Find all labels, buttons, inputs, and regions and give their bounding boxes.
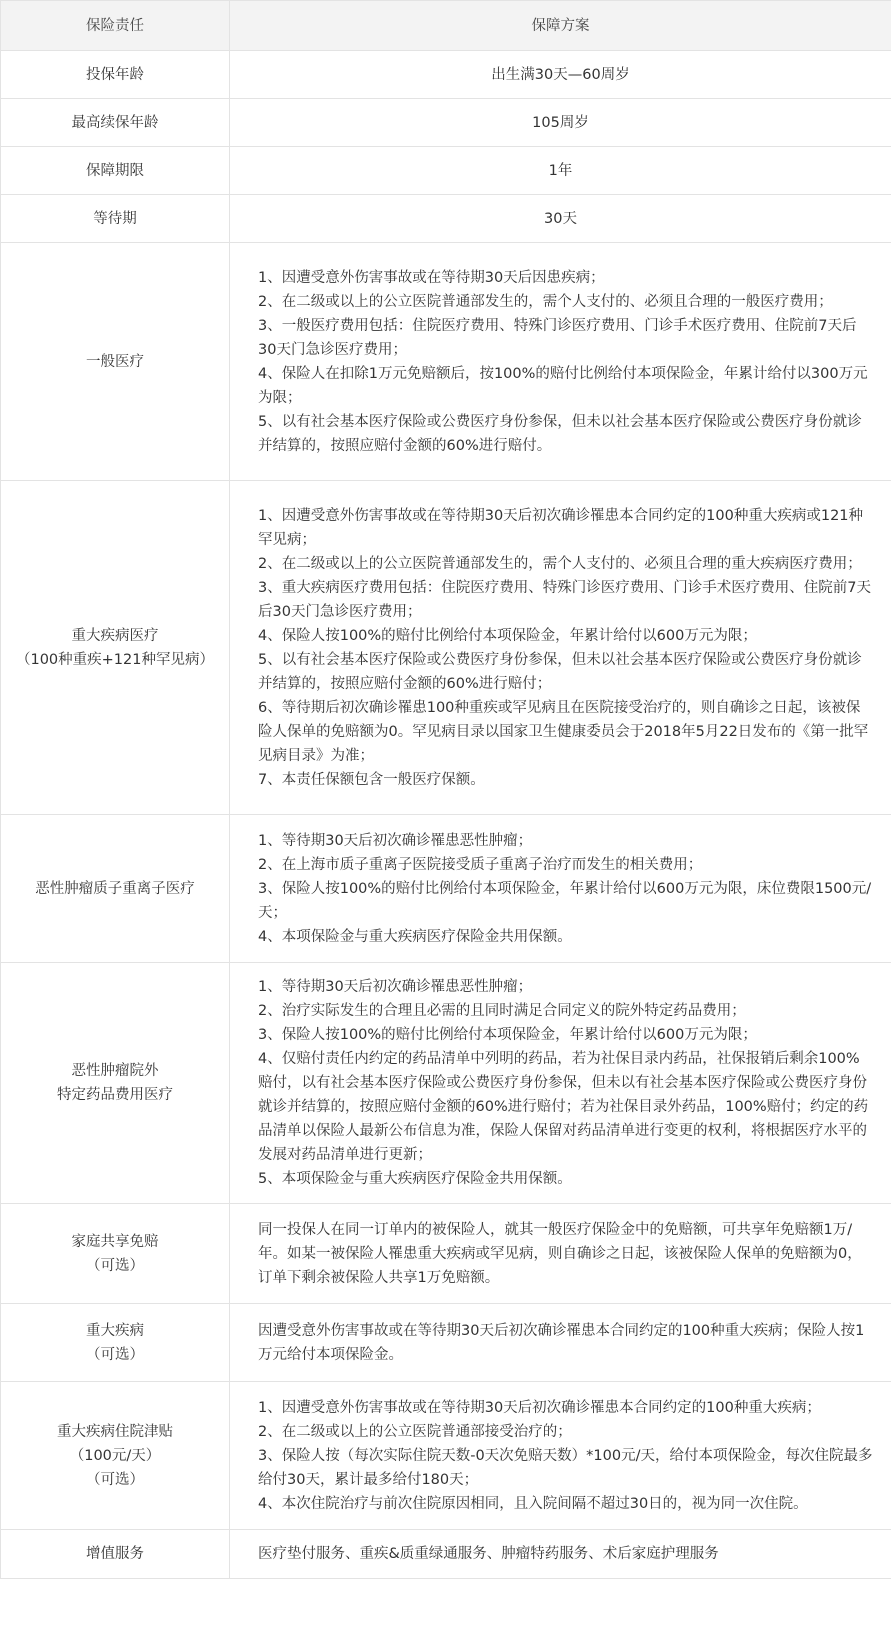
plan-detail-line: 4、本项保险金与重大疾病医疗保险金共用保额。	[258, 928, 572, 945]
plan-detail-line: 3、保险人按（每次实际住院天数-0天次免赔天数）*100元/天，给付本项保险金，每次住院最多给付30天，累计最多给付180天；	[258, 1447, 873, 1488]
coverage-label-line: 一般医疗	[86, 353, 144, 370]
plan-detail-line: 4、本次住院治疗与前次住院原因相同，且入院间隔不超过30日的，视为同一次住院。	[258, 1495, 808, 1512]
coverage-label-line: 重大疾病医疗	[71, 627, 159, 644]
plan-detail-line: 2、在二级或以上的公立医院普通部发生的，需个人支付的、必须且合理的重大疾病医疗费用；	[258, 555, 862, 572]
coverage-label	[1, 1204, 230, 1304]
plan-detail	[230, 147, 891, 195]
coverage-label-line: （可选）	[86, 1346, 144, 1363]
coverage-label	[1, 1382, 230, 1530]
coverage-label-line: 重大疾病住院津贴	[57, 1423, 173, 1440]
plan-detail-line: 1、因遭受意外伤害事故或在等待期30天后初次确诊罹患本合同约定的100种重大疾病；	[258, 1399, 821, 1416]
header-row	[1, 1, 891, 51]
coverage-label-line: 恶性肿瘤院外	[71, 1063, 159, 1079]
coverage-label	[1, 243, 230, 481]
coverage-label	[1, 147, 230, 195]
plan-detail	[230, 1530, 891, 1579]
coverage-label-line: 等待期	[93, 210, 137, 227]
coverage-label-line: 家庭共享免赔	[71, 1233, 159, 1250]
plan-detail-line: 5、以有社会基本医疗保险或公费医疗身份参保，但未以社会基本医疗保险或公费医疗身份就诊并结算的，按照应赔付金额的60%进行赔付。	[258, 413, 862, 454]
plan-detail-line: 2、在二级或以上的公立医院普通部发生的，需个人支付的、必须且合理的一般医疗费用；	[258, 293, 833, 310]
table-row	[1, 815, 891, 963]
coverage-label-line: 保障期限	[86, 162, 144, 179]
coverage-label-line: 投保年龄	[86, 66, 144, 83]
table-row	[1, 963, 891, 1204]
plan-detail	[230, 1204, 891, 1304]
table-row	[1, 51, 891, 99]
coverage-label-line: （100种重疾+121种罕见病）	[15, 651, 214, 668]
table-row	[1, 481, 891, 815]
table-row	[1, 147, 891, 195]
plan-detail-line: 2、治疗实际发生的合理且必需的且同时满足合同定义的院外特定药品费用；	[258, 1003, 746, 1019]
coverage-label-line: 最高续保年龄	[71, 114, 159, 131]
coverage-label-line: 恶性肿瘤质子重离子医疗	[35, 880, 195, 897]
coverage-label	[1, 51, 230, 99]
header-plan: 保障方案	[230, 1, 891, 51]
plan-detail	[230, 51, 891, 99]
plan-detail-line: 2、在二级或以上的公立医院普通部接受治疗的；	[258, 1423, 572, 1440]
plan-detail-line: 4、保险人在扣除1万元免赔额后，按100%的赔付比例给付本项保险金，年累计给付以300万元为限；	[258, 365, 868, 406]
coverage-label-line: （可选）	[86, 1471, 144, 1488]
table-row	[1, 99, 891, 147]
plan-detail-line: 3、重大疾病医疗费用包括：住院医疗费用、特殊门诊医疗费用、门诊手术医疗费用、住院前7天后30天门急诊医疗费用；	[258, 579, 871, 620]
plan-detail-line: 6、等待期后初次确诊罹患100种重疾或罕见病且在医院接受治疗的，则自确诊之日起，该被保险人保单的免赔额为0。罕见病目录以国家卫生健康委员会于2018年5月22日发布的《第一批罕见病目录》为准；	[258, 699, 869, 764]
plan-detail-line: 4、仅赔付责任内约定的药品清单中列明的药品，若为社保目录内药品，社保报销后剩余100%赔付，以有社会基本医疗保险或公费医疗身份参保，但未以有社会基本医疗保险或公费医疗身份就诊并结算的，按照应赔付金额的60%进行赔付；若为社保目录外药品，100%赔付；约定的药品清单以保险人最新公布信息为准，保险人保留对药品清单进行变更的权利，将根据医疗水平的发展对药品清单进行更新；	[258, 1051, 869, 1163]
plan-detail	[230, 243, 891, 481]
plan-detail-line: 1、因遭受意外伤害事故或在等待期30天后因患疾病；	[258, 269, 605, 286]
plan-detail	[230, 815, 891, 963]
plan-detail-line: 1、等待期30天后初次确诊罹患恶性肿瘤；	[258, 979, 533, 995]
table-header	[1, 1, 891, 51]
coverage-label-line: （100元/天）	[69, 1447, 161, 1464]
plan-detail-line: 105周岁	[532, 114, 589, 131]
coverage-label	[1, 963, 230, 1204]
plan-detail-line: 同一投保人在同一订单内的被保险人，就其一般医疗保险金中的免赔额，可共享年免赔额1万/年。如某一被保险人罹患重大疾病或罕见病，则自确诊之日起，该被保险人保单的免赔额为0，订单下剩余被保险人共享1万免赔额。	[258, 1221, 862, 1286]
plan-detail-line: 4、保险人按100%的赔付比例给付本项保险金，年累计给付以600万元为限；	[258, 627, 757, 644]
plan-detail	[230, 99, 891, 147]
plan-detail-line: 1、等待期30天后初次确诊罹患恶性肿瘤；	[258, 832, 533, 849]
plan-detail	[230, 1382, 891, 1530]
coverage-label-line: 增值服务	[86, 1546, 144, 1562]
table-row	[1, 1204, 891, 1304]
coverage-label	[1, 1530, 230, 1579]
table-row	[1, 1304, 891, 1382]
plan-detail-line: 7、本责任保额包含一般医疗保额。	[258, 771, 485, 788]
plan-detail-line: 5、本项保险金与重大疾病医疗保险金共用保额。	[258, 1171, 572, 1187]
coverage-label-line: 重大疾病	[86, 1322, 144, 1339]
plan-detail	[230, 963, 891, 1204]
table-row	[1, 195, 891, 243]
plan-detail-line: 3、保险人按100%的赔付比例给付本项保险金，年累计给付以600万元为限，床位费限1500元/天；	[258, 880, 872, 921]
table-body	[1, 51, 891, 1579]
plan-detail	[230, 1304, 891, 1382]
plan-detail-line: 3、保险人按100%的赔付比例给付本项保险金，年累计给付以600万元为限；	[258, 1027, 757, 1043]
coverage-label-line: 特定药品费用医疗	[57, 1087, 173, 1103]
plan-detail-line: 因遭受意外伤害事故或在等待期30天后初次确诊罹患本合同约定的100种重大疾病；保险人按1万元给付本项保险金。	[258, 1322, 865, 1363]
plan-detail	[230, 481, 891, 815]
plan-detail-line: 30天	[544, 210, 577, 227]
coverage-label	[1, 481, 230, 815]
plan-detail-line: 医疗垫付服务、重疾&质重绿通服务、肿瘤特药服务、术后家庭护理服务	[258, 1546, 719, 1562]
coverage-label-line: （可选）	[86, 1257, 144, 1274]
coverage-label	[1, 195, 230, 243]
table-row	[1, 1382, 891, 1530]
plan-detail-line: 出生满30天—60周岁	[491, 66, 630, 83]
plan-detail-line: 1、因遭受意外伤害事故或在等待期30天后初次确诊罹患本合同约定的100种重大疾病或121种罕见病；	[258, 507, 864, 548]
coverage-label	[1, 1304, 230, 1382]
plan-detail	[230, 195, 891, 243]
plan-detail-line: 3、一般医疗费用包括：住院医疗费用、特殊门诊医疗费用、门诊手术医疗费用、住院前7天后30天门急诊医疗费用；	[258, 317, 857, 358]
header-coverage: 保险责任	[1, 1, 230, 51]
coverage-label	[1, 815, 230, 963]
table-row	[1, 243, 891, 481]
coverage-label	[1, 99, 230, 147]
plan-detail-line: 2、在上海市质子重离子医院接受质子重离子治疗而发生的相关费用；	[258, 856, 703, 873]
table-row	[1, 1530, 891, 1579]
plan-detail-line: 5、以有社会基本医疗保险或公费医疗身份参保，但未以社会基本医疗保险或公费医疗身份就诊并结算的，按照应赔付金额的60%进行赔付；	[258, 651, 862, 692]
plan-detail-line: 1年	[548, 162, 573, 179]
